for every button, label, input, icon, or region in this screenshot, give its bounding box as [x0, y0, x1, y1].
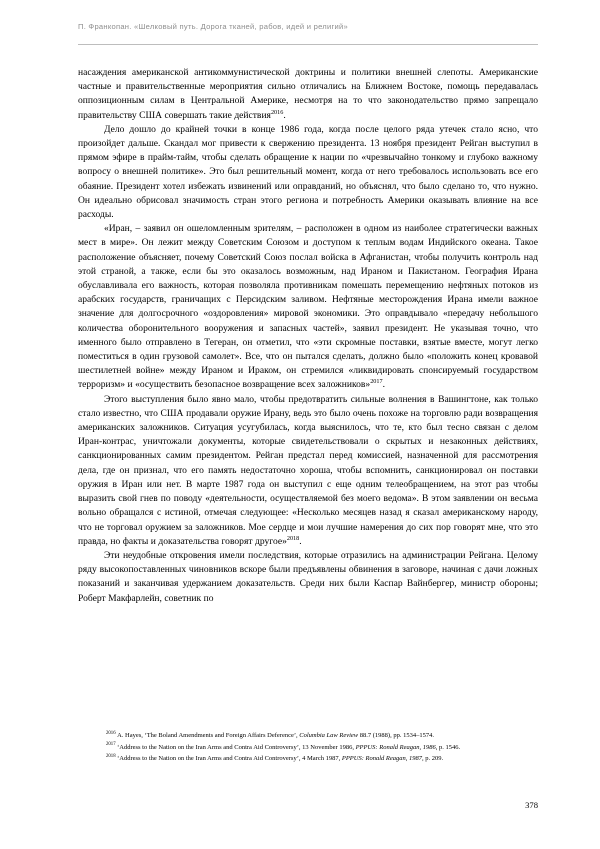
footnote-marker: 2016 — [106, 730, 116, 736]
page-number: 378 — [525, 800, 538, 810]
paragraph-text: «Иран, – заявил он ошеломленным зрителям, – расположен в одном из наиболее стратегически важных мест в мире». Он лежит между Советским Союзом и доступом к теплым водам Индийского океана. Такое расположение объясняет, почему Советский Союз послал войска в Афганистан, чтобы получить контроль над этой страной, а также, если бы это оказалось возможным, над Ираном и Пакистаном. География Ирана обуславливала его важность, которая позволяла противникам помешать перемещению нефтяных потоков из арабских государств, граничащих с Персидским заливом. Нефтяные месторождения Ирана имели важное значение для долгосрочного «оздоровления» мировой экономики. Это оправдывало «передачу небольшого количества оборонительного вооружения и запасных частей», заявил президент. Не указывая точно, что именного было отправлено в Тегеран, он отметил, что «эти скромные поставки, взятые вместе, могут легко поместиться в один грузовой самолет». Все, что он пытался сделать, должно было «положить конец кровавой шестилетней войне» между Ираном и Ираком, он стремился «ликвидировать спонсируемый государством терроризм» и «осуществить безопасное возвращение всех заложников» — [78, 223, 538, 391]
footnote-text: A. Hayes, ‘The Boland Amendments and Foreign Affairs Deference’, Columbia Law Review 88.7 (1988), pp. 1534–1574. — [117, 732, 434, 739]
paragraph-text: Дело дошло до крайней точки в конце 1986 года, когда после целого ряда утечек стало ясно, что произойдет дальше. Скандал мог привести к свержению президента. 13 ноября президент Рейган выступил в прямом эфире в прайм-тайм, чтобы сделать обращение к нации по «чрезвычайно тонкому и глубоко важному вопросу о внешней политике». Это был решительный момент, когда от него требовалось использовать все его обаяние. Президент хотел избежать извинений или оправданий, но объяснял, что было сделано то, что нужно. Он идеально обрисовал значимость стран этого региона и потребность Америки оказывать влияние на все расходы. — [78, 123, 538, 221]
paragraph — [78, 123, 538, 222]
footnote-text: ‘Address to the Nation on the Iran Arms and Contra Aid Controversy’, 4 March 1987, PPPUS: Ronald Reagan, 1987, p. 209. — [117, 755, 444, 763]
footnote-ref[interactable]: 2017 — [370, 378, 383, 386]
header-rule — [78, 44, 538, 45]
footnote-ref[interactable]: 2016 — [270, 108, 284, 116]
footnote-ref[interactable]: 2018 — [286, 534, 300, 542]
footnote — [106, 754, 538, 763]
paragraph-text: Этого выступления было явно мало, чтобы предотвратить сильные волнения в Вашингтоне, как только стало известно, что США продавали оружие Ирану, ведь это было очень похоже на торговлю ради возвращения американских заложников. Ситуация усугубилась, когда выяснилось, что те, кто был тесно связан с делом Иран-контрас, уничтожали документы, которые свидетельствовали о скрытых и незаконных действиях, санкционированных самим президентом. Рейган предстал перед комиссией, назначенной для рассмотрения дела, где он признал, что его память недостаточно хороша, чтобы вспомнить, санкционировал он поставки оружия в Иран или нет. В марте 1987 года он выступил с еще одним телеобращением, на этот раз чтобы выразить свой гнев по поводу «деятельности, осуществляемой без моего ведома». В этом заявлении он весьма вольно обращался с истиной, отмечая следующее: «Несколько месяцев назад я сказал американскому народу, что не торговал оружием за заложников. Мое сердце и мои лучшие намерения до сих пор говорят мне, что это правда, но факты и доказательства говорят другое» — [78, 393, 538, 547]
footnote-text: ‘Address to the Nation on the Iran Arms and Contra Aid Controversy’, 13 November 1986, PPPUS: Ronald Reagan, 1986, p. 1546. — [117, 743, 461, 751]
paragraph — [78, 549, 538, 606]
footnote-marker: 2017 — [106, 742, 116, 748]
footnote-marker: 2018 — [106, 754, 116, 760]
footnote — [106, 731, 538, 740]
body-text-column — [78, 66, 538, 606]
paragraph-tail: . — [283, 109, 286, 121]
paragraph-text: Эти неудобные откровения имели последствия, которые отразились на администрации Рейгана. Целому ряду высокопоставленных чиновников вскоре были предъявлены обвинения в заговоре, начиная с дачи ложных показаний и заканчивая удержанием доказательств. Среди них были Каспар Вайнбергер, министр обороны; Роберт Макфарлейн, советник по — [78, 549, 538, 604]
paragraph-tail: . — [299, 535, 302, 547]
paragraph — [78, 393, 538, 549]
running-head: П. Франкопан. «Шелковый путь. Дорога тканей, рабов, идей и религий» — [78, 22, 348, 31]
paragraph-tail: . — [382, 379, 385, 391]
footnote — [106, 743, 538, 752]
paragraph-text: насаждения американской антикоммунистической доктрины и политики внешней слепоты. Американские частные и правительственные мероприятия сильно отличались на Ближнем Востоке, помощь передавалась оппозиционным силам в Центральной Америке, несмотря на то что законодательство прямо запрещало правительству США совершать такие действия — [78, 67, 538, 121]
footnote-block — [106, 731, 538, 764]
paragraph — [78, 66, 538, 123]
paragraph — [78, 222, 538, 392]
